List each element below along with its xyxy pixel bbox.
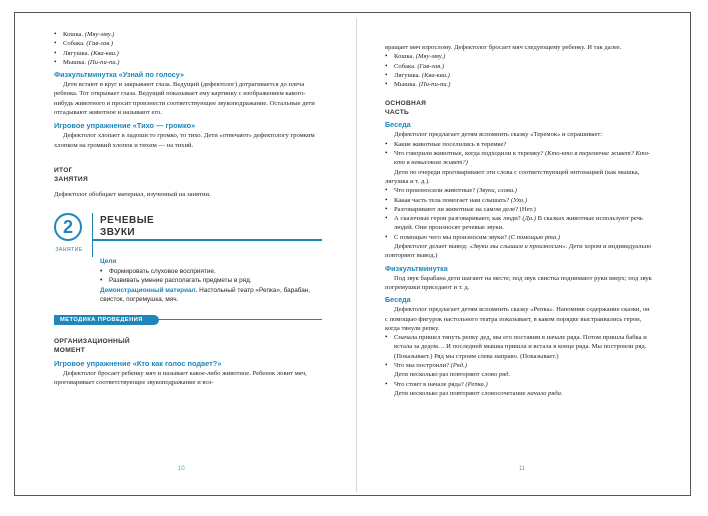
list-item: • Какие животные поселились в теремке? (385, 140, 653, 149)
list-item: • Сначала пришел тянуть репку дед, мы его поставим в начале ряда. Потом пришла бабка и встала за дедом… И последней мышка пришла и встала в конце ряда. Мы построили ряд. (Показывает.) Ряд мы строим слева направо. (Показывает.) (385, 333, 653, 361)
list-item: • Мышка. (Пи-пи-пи.) (54, 58, 322, 67)
lesson-number: 2 (54, 213, 82, 241)
lesson-title: РЕЧЕВЫЕ ЗВУКИ (100, 215, 155, 239)
game-heading: Игровое упражнение «Тихо — громко» (54, 121, 196, 131)
fiz-heading: Физкультминутка (385, 263, 448, 273)
page-gutter (356, 18, 357, 492)
list-item: • Лягушка. (Ква-ква.) (54, 49, 322, 58)
fizminutka-heading: Физкультминутка «Узнай по голосу» (54, 70, 184, 80)
list-item: • Разговаривают ли животные на самом деле? (Нет.) (385, 205, 653, 214)
game2-heading: Игровое упражнение «Кто как голос подает?» (54, 358, 222, 368)
para-intonation: Дети по очереди проговаривают эти слова с соответствующей интонацией (как мышка, лягушка и т. д.). (385, 168, 640, 185)
list-item: • Какая часть тела помогает нам слышать? (Ухо.) (385, 196, 653, 205)
list-item: • Кошка. (Мяу-мяу.) (54, 30, 322, 39)
demo-material: Демонстрационный материал. Настольный театр «Репка», барабан, свисток, погремушка, мяч. (100, 286, 311, 304)
talk2-heading: Беседа (385, 295, 411, 305)
list-item: • Формировать слуховое восприятие. (100, 267, 322, 277)
talk1-heading: Беседа (385, 120, 411, 130)
method-bar: МЕТОДИКА ПРОВЕДЕНИЯ (54, 315, 322, 325)
list-item: • А сказочные герои разговаривают, как люди? (Да.) В сказках животные используют речь людей. Они произносят речевые звуки. (385, 214, 653, 233)
list-item: • Собака. (Гав-гав.) (385, 62, 653, 71)
talk2-text: Дефектолог предлагает детям вспомнить сказку «Репка». Напомнив содержание сказки, он с помощью фигурок настольного театра показывает, в каком порядке выстраивались герои, когда тянули репку. (385, 306, 650, 332)
fiz-text: Под звук барабана дети шагают на месте; под звук свистка поднимают руки вверх; под звук погремушки приседают и т. д. (385, 274, 652, 291)
game2-text: Дефектолог бросает ребенку мяч и называет какое-либо животное. Ребенок ловит мяч, проговаривает соответствующее звукоподражание и воз- (54, 369, 307, 387)
fizminutka-text: Дети встают в круг и закрывают глаза. Ведущий (дефектолог) дотрагивается до плеча ребенка. Тот открывает глаза. Ведущий показывает ему картинку с изображением какого-нибудь животного и просит произнести соответствующее звукоподражание. Остальные дети отгадывают животное и называют его. (54, 81, 315, 117)
lesson-header (54, 213, 322, 265)
page-number-right: 11 (519, 466, 526, 472)
para-conclusion: Дефектолог делает вывод: «Звуки мы слышим и произносим». Дети хором и индивидуально повторяют вывод.) (385, 243, 652, 260)
list-item: • Что мы построили? (Ряд.) (385, 361, 653, 370)
repeat-line: Дети несколько раз повторяют слово ряд. (394, 371, 511, 379)
list-item: • Развивать умение располагать предметы в ряд. (100, 276, 322, 286)
main-part-heading: ОСНОВНАЯ ЧАСТЬ (385, 100, 427, 117)
goals-heading: Цели (100, 258, 117, 266)
animal-list (54, 30, 322, 67)
list-item: • Лягушка. (Ква-ква.) (385, 71, 653, 80)
left-page (54, 30, 322, 387)
org-heading: ОРГАНИЗАЦИОННЫЙ МОМЕНТ (54, 337, 130, 354)
summary-heading: ИТОГ ЗАНЯТИЯ (54, 166, 88, 183)
list-item: • Мышка. (Пи-пи-пи.) (385, 80, 653, 89)
summary-text: Дефектолог обобщает материал, изученный на занятии. (54, 190, 211, 198)
list-item: • Что говорили животные, когда подходили к теремку? (Кто-кто в теремочке живет? Кто-кто в невысоком живет?) (385, 149, 653, 168)
right-page (385, 43, 653, 398)
lesson-label: ЗАНЯТИЕ (55, 247, 83, 254)
list-item: • Кошка. (Мяу-мяу.) (385, 52, 653, 61)
list-item: • Что произносили животные? (Звуки, слова.) (385, 186, 653, 195)
list-item: • Собака. (Гав-гав.) (54, 39, 322, 48)
repeat-line: Дети несколько раз повторяют словосочетание начало ряда. (394, 389, 563, 397)
list-item: • С помощью чего мы произносим звуки? (С помощью рта.) (385, 233, 653, 242)
intro-text: вращает мяч взрослому. Дефектолог бросает мяч следующему ребенку. И так далее. (385, 44, 622, 51)
game-text: Дефектолог хлопает в ладоши то громко, то тихо. Дети «отвечают» дефектологу громким хлопком на громкий хлопок и тихим — на тихий. (54, 132, 315, 149)
page-number-left: 10 (178, 466, 185, 472)
lesson-vertical-rule (92, 213, 93, 257)
lesson-horizontal-rule (92, 239, 322, 241)
talk1-text: Дефектолог предлагает детям вспомнить сказку «Теремок» и спрашивает: (394, 131, 603, 139)
animal-list (385, 52, 653, 89)
list-item: • Что стоит в начале ряда? (Репка.) (385, 380, 653, 389)
